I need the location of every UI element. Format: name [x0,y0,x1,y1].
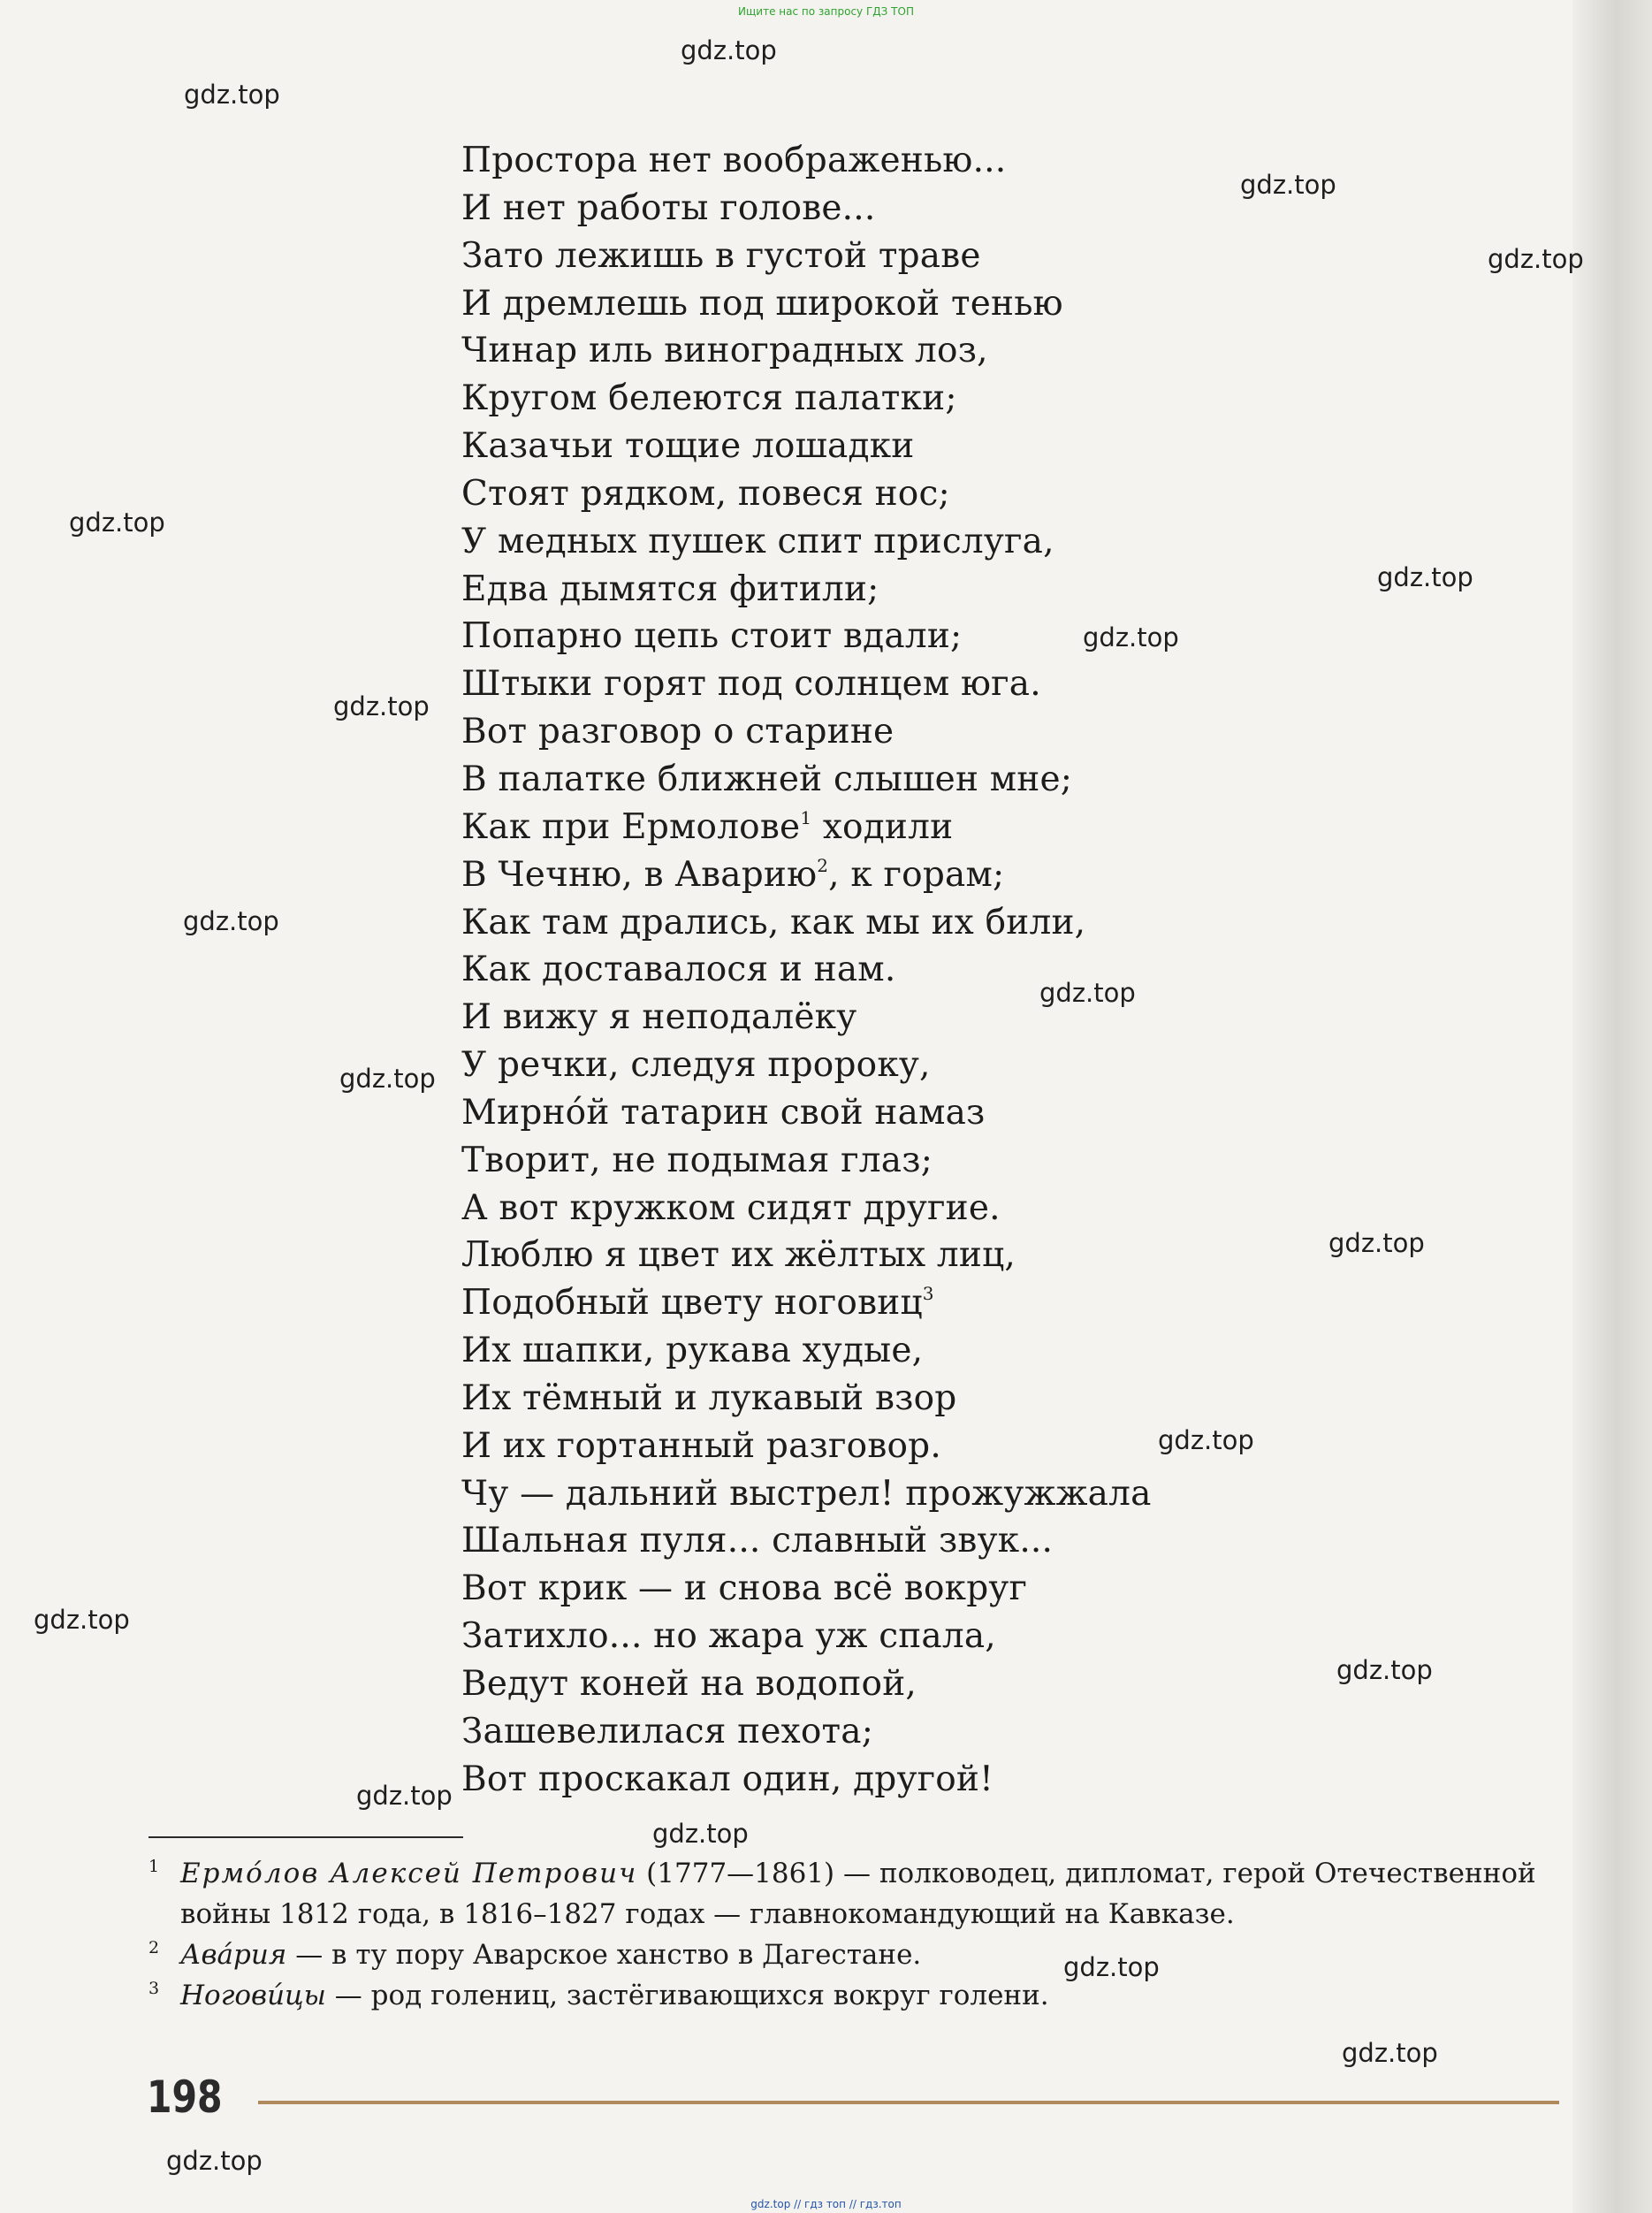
footnote-divider [148,1836,463,1838]
poem-line-with-ref [461,851,1152,899]
poem-line: Казачьи тощие лошадки [461,426,915,467]
watermark: gdz.top [1328,1228,1425,1258]
watermark: gdz.top [356,1781,453,1811]
watermark: gdz.top [1240,170,1336,200]
poem-line-tail: , к горам; [828,854,1005,895]
watermark: gdz.top [183,906,279,936]
watermark: gdz.top [34,1605,130,1635]
watermark: gdz.top [1083,622,1179,652]
poem-line: Кругом белеются палатки; [461,378,957,419]
poem-line: Стоят рядком, повеся нос; [461,473,950,514]
footnote [148,1934,1563,1975]
watermark: gdz.top [333,691,430,721]
footnote-text: — в ту пору Аварское ханство в Дагестане. [286,1939,922,1971]
poem-line: Ведут коней на водопой, [461,1664,917,1704]
poem [461,137,1152,1804]
footnotes [148,1853,1563,2016]
poem-line-with-ref [461,1279,1152,1327]
top-banner: Ищите нас по запросу ГДЗ ТОП [738,5,914,18]
poem-line: Зато лежишь в густой траве [461,235,981,276]
watermark: gdz.top [339,1064,436,1094]
poem-line: В палатке ближней слышен мне; [461,759,1073,799]
poem-line: Зашевелилася пехота; [461,1711,874,1751]
poem-line: Штыки горят под солнцем юга. [461,664,1041,705]
poem-line: Мирнóй татарин свой намаз [461,1092,986,1133]
footnote-text: (1777—1861) — полководец, дипломат, герой Отечественной войны 1812 года, в 1816–1827 годах — главнокомандующий на Кавказе. [180,1858,1536,1930]
footnote-text: — род голениц, застёгивающихся вокруг голени. [325,1980,1049,2011]
poem-line: Затихло... но жара уж спала, [461,1616,996,1657]
poem-line: Люблю я цвет их жёлтых лиц, [461,1235,1016,1276]
page-number: 198 [147,2072,223,2123]
poem-line: Простора нет воображенью... [461,141,1007,180]
footnote-ref: 3 [922,1283,934,1305]
poem-line: Чинар иль виноградных лоз, [461,331,988,371]
poem-line: Чу — дальний выстрел! прожужжала [461,1473,1152,1514]
poem-line: Их тёмный и лукавый взор [461,1377,957,1418]
watermark: gdz.top [652,1819,749,1849]
poem-line-text: Как при Ермолове [461,806,801,847]
watermark: gdz.top [1039,978,1136,1008]
poem-line: Творит, не подымая глаз; [461,1140,933,1180]
poem-line: Вот проскакал один, другой! [461,1759,993,1799]
poem-line: Как там дрались, как мы их били, [461,902,1086,942]
watermark: gdz.top [184,80,280,110]
poem-line: У речки, следуя пророку, [461,1045,931,1086]
watermark: gdz.top [1488,244,1584,274]
watermark: gdz.top [1342,2038,1438,2068]
poem-line: И нет работы голове... [461,187,876,228]
watermark: gdz.top [1158,1425,1254,1455]
footnote-number: 2 [148,1938,160,1957]
poem-line-with-ref [461,804,1152,851]
poem-line: Едва дымятся фитили; [461,569,879,609]
footnote-ref: 1 [800,806,812,828]
footnote-number: 3 [148,1979,160,1998]
poem-line-tail: ходили [811,806,954,847]
footnote-ref: 2 [817,854,829,876]
poem-line: Шальная пуля... славный звук... [461,1521,1054,1561]
poem-line-text: Подобный цвету ноговиц [461,1283,923,1324]
poem-line: И вижу я неподалёку [461,997,857,1038]
footnote [148,1975,1563,2016]
footnote-number: 1 [148,1857,160,1876]
watermark: gdz.top [1336,1655,1433,1685]
watermark: gdz.top [69,507,165,538]
footnote [148,1853,1563,1934]
poem-line: Вот крик — и снова всё вокруг [461,1568,1028,1609]
watermark: gdz.top [1377,562,1473,592]
poem-line: У медных пушек спит прислуга, [461,521,1054,561]
footnote-term: Ермóлов Алексей Петрович [180,1858,638,1889]
footnote-term: Ногови́цы [180,1980,326,2011]
footnote-term: Авáрия [180,1939,287,1971]
poem-line: Вот разговор о старине [461,712,895,752]
bottom-banner: gdz.top // гдз топ // гдз.топ [750,2198,902,2210]
poem-line-text: В Чечню, в Аварию [461,854,818,895]
book-spine-shadow [1572,0,1652,2213]
poem-line: Их шапки, рукава худые, [461,1331,924,1371]
watermark: gdz.top [681,35,777,65]
poem-line: Как доставалося и нам. [461,950,896,990]
watermark: gdz.top [1063,1952,1160,1982]
poem-line: А вот кружком сидят другие. [461,1187,1001,1228]
watermark: gdz.top [166,2146,263,2176]
poem-line: И их гортанный разговор. [461,1425,941,1466]
page-number-rule [258,2101,1559,2104]
poem-line: Попарно цепь стоит вдали; [461,616,963,657]
poem-line: И дремлешь под широкой тенью [461,283,1063,324]
